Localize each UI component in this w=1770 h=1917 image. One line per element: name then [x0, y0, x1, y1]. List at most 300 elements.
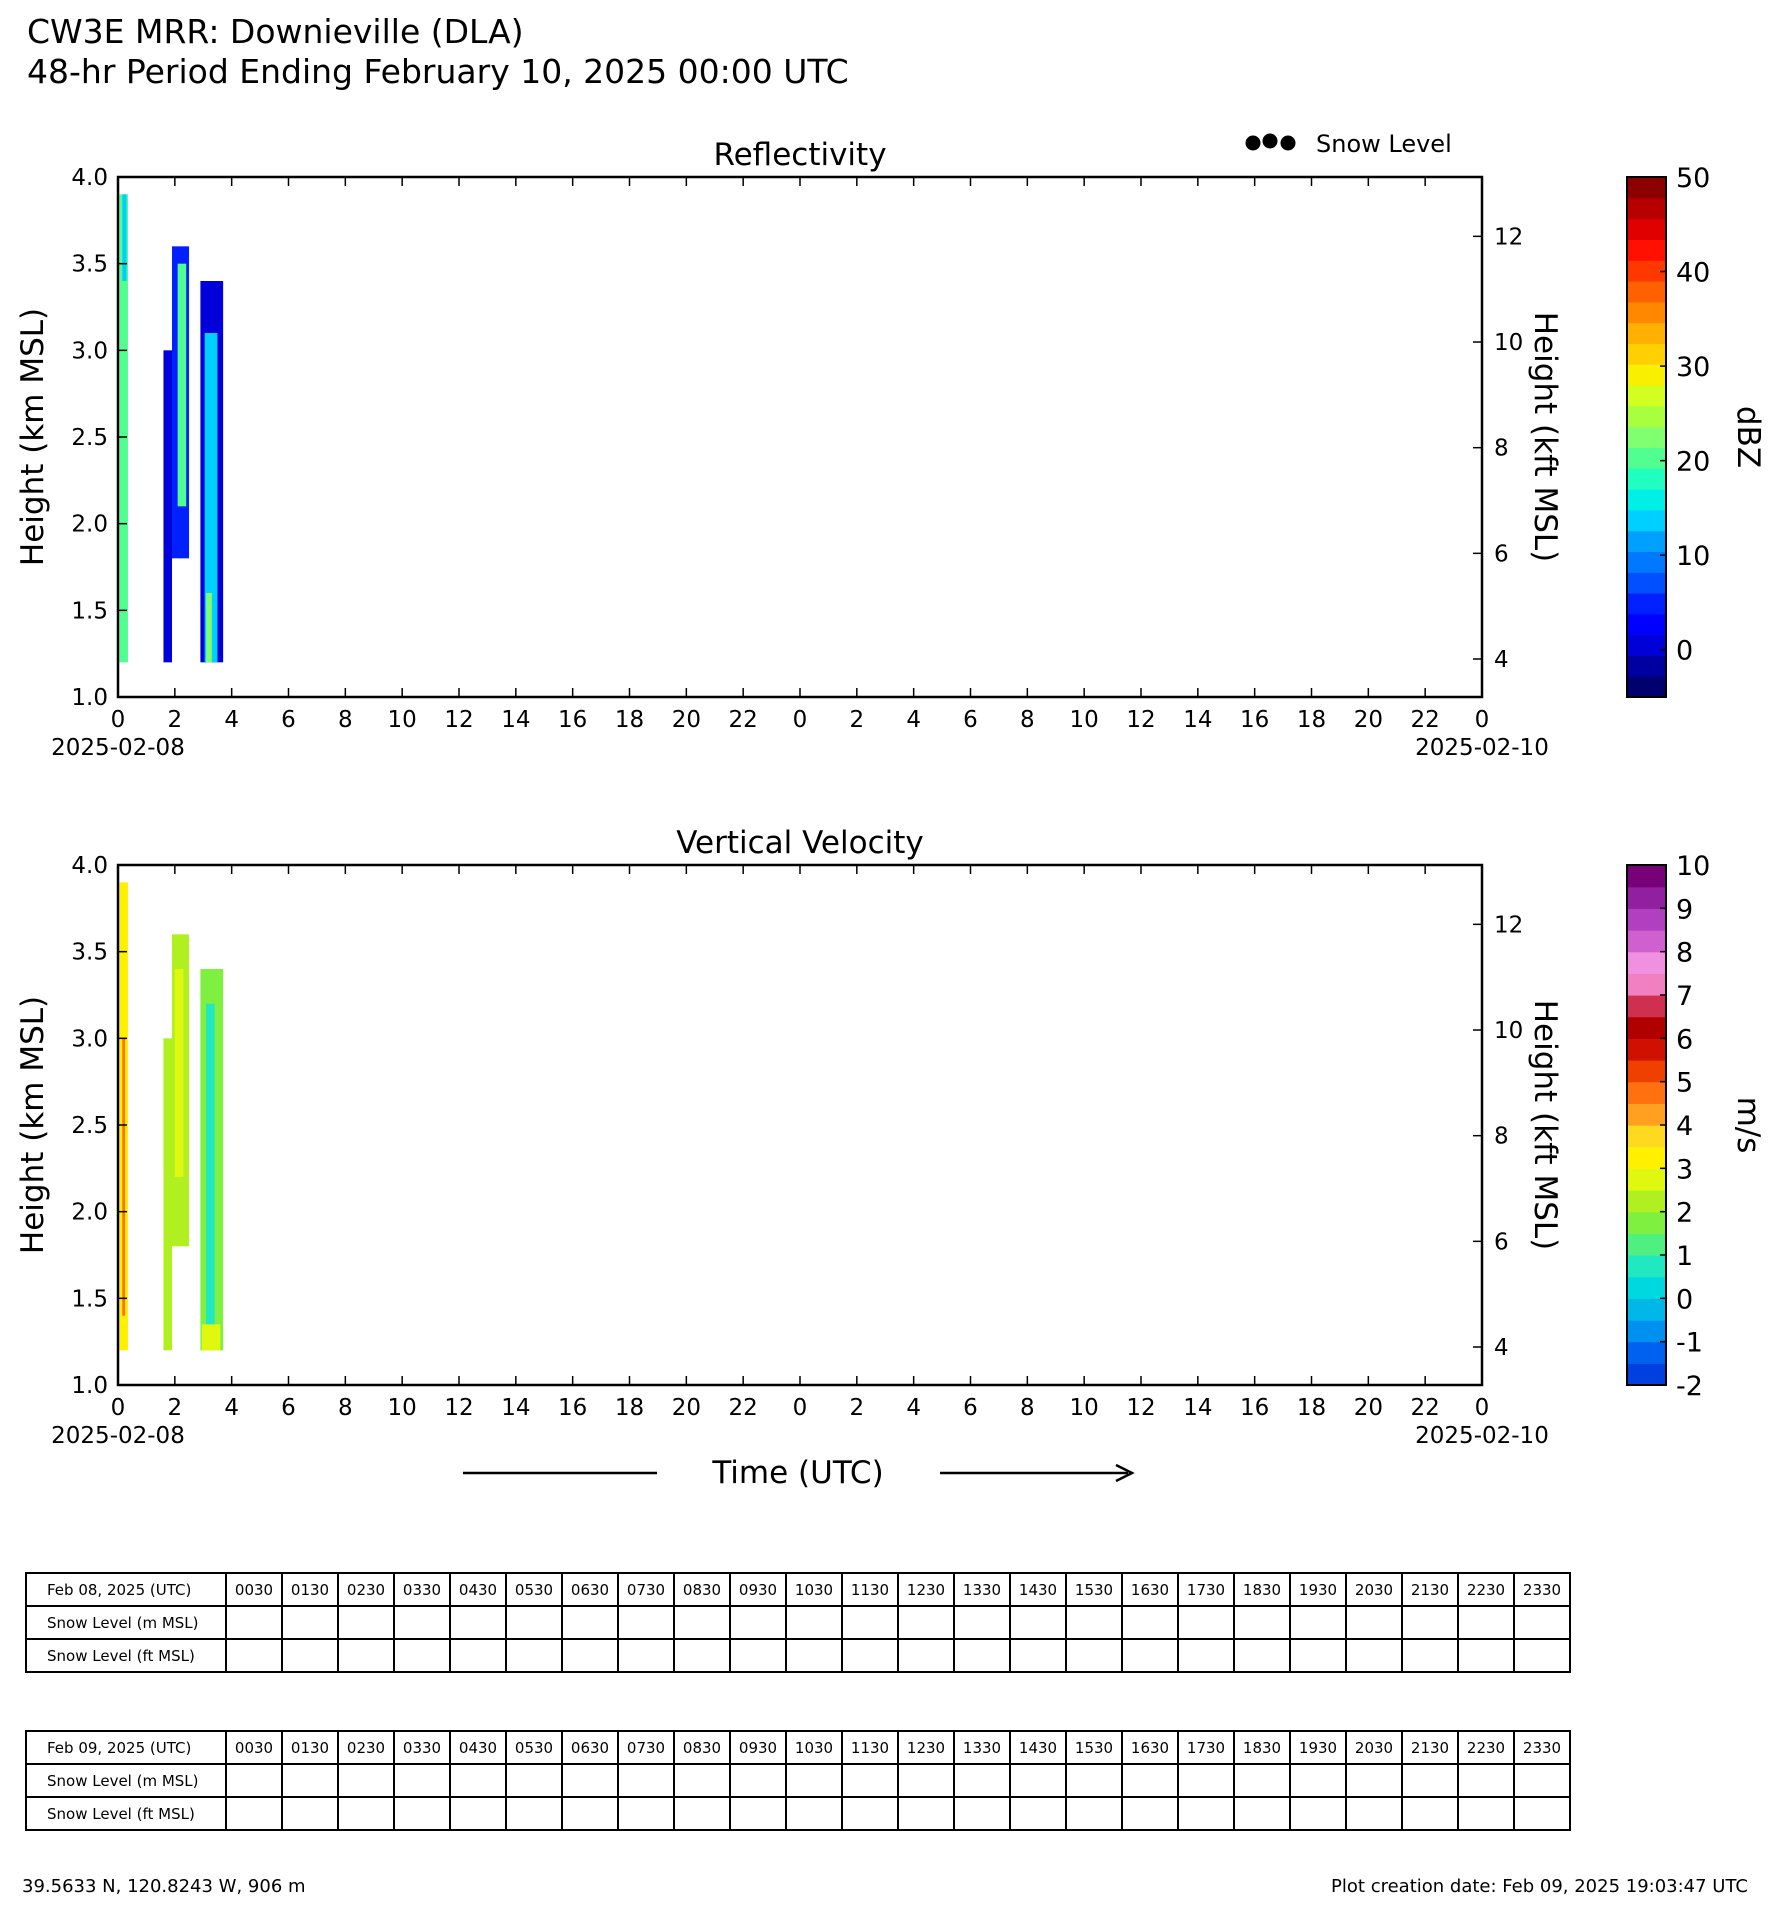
x-tick-label: 6 — [281, 1395, 296, 1421]
snow-level-cell — [1122, 1797, 1178, 1830]
snow-level-cell — [1402, 1639, 1458, 1672]
snow-level-cell — [1178, 1764, 1234, 1797]
snow-level-cell — [1458, 1606, 1514, 1639]
snow-level-cell — [226, 1764, 282, 1797]
x-tick-label: 12 — [1126, 707, 1156, 733]
x-tick-label: 4 — [224, 707, 239, 733]
snow-level-cell — [1066, 1606, 1122, 1639]
snow-level-cell — [730, 1764, 786, 1797]
snow-level-cell — [226, 1797, 282, 1830]
y-tick-label-right: 6 — [1494, 541, 1509, 568]
time-column-header: 0930 — [730, 1731, 786, 1764]
x-tick-label: 0 — [792, 1395, 808, 1421]
row-label: Snow Level (ft MSL) — [26, 1639, 226, 1672]
time-column-header: 1430 — [1010, 1573, 1066, 1606]
colorbar-segment — [1627, 531, 1666, 552]
snow-level-cell — [282, 1639, 338, 1672]
x-date-end: 2025-02-10 — [1415, 735, 1549, 761]
x-tick-label: 0 — [110, 1395, 126, 1421]
snow-level-cell — [1010, 1639, 1066, 1672]
snow-level-cell — [1290, 1639, 1346, 1672]
colorbar-tick-label: 1 — [1676, 1241, 1694, 1272]
colorbar-segment — [1627, 1168, 1666, 1190]
x-tick-label: 16 — [558, 707, 588, 733]
time-column-header: 1030 — [786, 1573, 842, 1606]
echo-patch — [206, 1004, 215, 1333]
snow-level-cell — [674, 1606, 730, 1639]
time-column-header: 0430 — [450, 1573, 506, 1606]
x-tick-label: 4 — [224, 1395, 239, 1421]
time-column-header: 0030 — [226, 1573, 282, 1606]
colorbar-segment — [1627, 468, 1666, 489]
table-row — [26, 1606, 1570, 1639]
colorbar-tick-label: 5 — [1676, 1067, 1694, 1099]
page-subtitle: 48-hr Period Ending February 10, 2025 00:00 UTC — [27, 52, 849, 91]
x-tick-label: 16 — [558, 1395, 588, 1421]
snow-level-cell — [1234, 1797, 1290, 1830]
snow-level-cell — [1178, 1639, 1234, 1672]
snow-level-cell — [562, 1797, 618, 1830]
time-column-header: 1230 — [898, 1573, 954, 1606]
x-tick-label: 12 — [1126, 1395, 1156, 1421]
time-column-header: 0330 — [394, 1731, 450, 1764]
colorbar-segment — [1627, 635, 1666, 656]
x-tick-label: 20 — [1353, 1395, 1383, 1421]
snow-level-cell — [842, 1606, 898, 1639]
colorbar-segment — [1627, 177, 1666, 198]
x-date-start: 2025-02-08 — [51, 735, 185, 761]
time-column-header: 0630 — [562, 1731, 618, 1764]
snow-level-cell — [1122, 1639, 1178, 1672]
snow-level-cell — [1010, 1606, 1066, 1639]
y-axis-label-right: Height (kft MSL) — [1527, 311, 1563, 563]
colorbar-segment — [1627, 489, 1666, 510]
x-tick-label: 20 — [671, 1395, 701, 1421]
row-label: Snow Level (m MSL) — [26, 1764, 226, 1797]
x-tick-label: 18 — [614, 707, 645, 733]
colorbar-segment — [1627, 281, 1666, 302]
snow-level-cell — [450, 1606, 506, 1639]
snow-level-cell — [282, 1764, 338, 1797]
colorbar-segment — [1627, 995, 1666, 1017]
echo-patch — [178, 264, 187, 507]
snow-level-cell — [1234, 1764, 1290, 1797]
colorbar-segment — [1627, 364, 1666, 385]
x-tick-label: 0 — [1474, 707, 1490, 733]
snow-level-cell — [506, 1639, 562, 1672]
x-tick-label: 6 — [281, 707, 296, 733]
y-tick-label: 3.0 — [71, 338, 108, 365]
snow-level-cell — [506, 1606, 562, 1639]
y-tick-label: 4.0 — [71, 165, 108, 191]
echo-patch — [163, 1038, 172, 1350]
colorbar-segment — [1627, 385, 1666, 406]
colorbar-segment — [1627, 952, 1666, 974]
chart-title: Reflectivity — [713, 137, 887, 173]
snow-level-cell — [1178, 1797, 1234, 1830]
colorbar-tick-label: -1 — [1676, 1327, 1703, 1359]
time-column-header: 0830 — [674, 1731, 730, 1764]
y-tick-label: 3.0 — [71, 1026, 108, 1053]
x-tick-label: 14 — [1183, 707, 1213, 733]
snow-level-cell — [786, 1797, 842, 1830]
snow-level-table-feb08 — [25, 1572, 1571, 1673]
x-tick-label: 22 — [728, 707, 758, 733]
colorbar-segment — [1627, 323, 1666, 344]
colorbar-tick-label: 2 — [1676, 1197, 1694, 1229]
snow-level-cell — [1290, 1606, 1346, 1639]
station-location: 39.5633 N, 120.8243 W, 906 m — [22, 1876, 306, 1897]
snow-level-cell — [394, 1606, 450, 1639]
snow-level-cell — [674, 1764, 730, 1797]
table-date-header: Feb 08, 2025 (UTC) — [26, 1573, 226, 1606]
snow-level-cell — [1010, 1764, 1066, 1797]
x-tick-label: 10 — [1069, 1395, 1099, 1421]
snow-level-cell — [1290, 1797, 1346, 1830]
snow-level-cell — [674, 1639, 730, 1672]
snow-level-cell — [1122, 1606, 1178, 1639]
snow-level-cell — [1402, 1797, 1458, 1830]
snow-level-cell — [338, 1764, 394, 1797]
snow-level-cell — [1346, 1764, 1402, 1797]
time-column-header: 1130 — [842, 1573, 898, 1606]
x-tick-label: 22 — [728, 1395, 758, 1421]
time-column-header: 2130 — [1402, 1573, 1458, 1606]
snow-level-cell — [1458, 1764, 1514, 1797]
snow-level-cell — [730, 1797, 786, 1830]
snow-level-marker — [1246, 136, 1261, 151]
plot-frame — [118, 865, 1482, 1385]
x-tick-label: 2 — [849, 707, 865, 733]
time-column-header: 2030 — [1346, 1573, 1402, 1606]
colorbar-tick-label: 8 — [1676, 937, 1694, 969]
colorbar-tick-label: 4 — [1676, 1111, 1694, 1142]
snow-level-cell — [786, 1639, 842, 1672]
snow-level-cell — [842, 1764, 898, 1797]
colorbar-tick-label: 9 — [1676, 894, 1694, 926]
colorbar-tick-label: -2 — [1676, 1371, 1703, 1402]
page-title: CW3E MRR: Downieville (DLA) — [27, 12, 524, 51]
time-column-header: 2330 — [1514, 1573, 1570, 1606]
colorbar-segment — [1627, 593, 1666, 614]
time-column-header: 2030 — [1346, 1731, 1402, 1764]
y-tick-label: 3.5 — [71, 251, 108, 278]
colorbar-segment — [1627, 973, 1666, 995]
legend-label: Snow Level — [1316, 130, 1452, 158]
snow-level-cell — [338, 1606, 394, 1639]
y-axis-label: Height (km MSL) — [15, 307, 51, 567]
echo-patch — [163, 350, 172, 662]
time-column-header: 0730 — [618, 1573, 674, 1606]
snow-level-cell — [226, 1606, 282, 1639]
colorbar-segment — [1627, 198, 1666, 219]
time-column-header: 1230 — [898, 1731, 954, 1764]
time-column-header: 1830 — [1234, 1573, 1290, 1606]
colorbar-tick-label: 3 — [1676, 1154, 1694, 1186]
snow-level-cell — [730, 1606, 786, 1639]
colorbar-tick-label: 0 — [1676, 1284, 1694, 1316]
snow-level-cell — [1066, 1639, 1122, 1672]
y-tick-label: 1.0 — [71, 1373, 108, 1399]
x-tick-label: 14 — [501, 707, 531, 733]
colorbar-segment — [1627, 930, 1666, 952]
x-tick-label: 8 — [338, 707, 353, 733]
colorbar-segment — [1627, 1320, 1666, 1342]
plot-frame — [118, 177, 1482, 697]
snow-level-cell — [338, 1639, 394, 1672]
snow-level-cell — [282, 1606, 338, 1639]
y-tick-label: 3.5 — [71, 939, 108, 966]
snow-level-cell — [450, 1797, 506, 1830]
colorbar-segment — [1627, 1212, 1666, 1234]
time-column-header: 1730 — [1178, 1573, 1234, 1606]
echo-patch — [175, 969, 184, 1177]
time-column-header: 0530 — [506, 1573, 562, 1606]
row-label: Snow Level (m MSL) — [26, 1606, 226, 1639]
snow-level-cell — [1402, 1606, 1458, 1639]
snow-level-cell — [562, 1639, 618, 1672]
colorbar-segment — [1627, 1190, 1666, 1212]
snow-level-table-feb09 — [25, 1730, 1571, 1831]
x-tick-label: 0 — [110, 707, 126, 733]
snow-level-marker — [1281, 136, 1296, 151]
colorbar-segment — [1627, 510, 1666, 531]
table-row — [26, 1639, 1570, 1672]
plot-creation-date: Plot creation date: Feb 09, 2025 19:03:47 UTC — [1331, 1876, 1748, 1897]
snow-level-cell — [1234, 1639, 1290, 1672]
y-tick-label: 2.5 — [71, 1113, 108, 1139]
snow-level-cell — [506, 1764, 562, 1797]
colorbar-tick-label: 50 — [1676, 163, 1711, 194]
snow-level-cell — [842, 1797, 898, 1830]
snow-level-cell — [898, 1606, 954, 1639]
y-tick-label: 1.0 — [71, 685, 108, 711]
colorbar-label: dBZ — [1730, 405, 1766, 469]
y-axis-label: Height (km MSL) — [15, 995, 51, 1255]
x-tick-label: 8 — [1020, 707, 1035, 733]
colorbar-segment — [1627, 1017, 1666, 1039]
x-axis-label: Time (UTC) — [712, 1455, 884, 1491]
snow-level-cell — [1514, 1764, 1570, 1797]
snow-level-cell — [842, 1639, 898, 1672]
y-tick-label-right: 10 — [1494, 330, 1524, 357]
snow-level-cell — [506, 1797, 562, 1830]
x-tick-label: 4 — [906, 707, 921, 733]
snow-level-cell — [338, 1797, 394, 1830]
colorbar-segment — [1627, 239, 1666, 260]
time-column-header: 1530 — [1066, 1731, 1122, 1764]
time-column-header: 1630 — [1122, 1731, 1178, 1764]
colorbar-segment — [1627, 1060, 1666, 1082]
echo-patch — [206, 593, 212, 662]
time-column-header: 0930 — [730, 1573, 786, 1606]
snow-level-cell — [226, 1639, 282, 1672]
snow-level-cell — [1458, 1639, 1514, 1672]
time-column-header: 1530 — [1066, 1573, 1122, 1606]
x-tick-label: 16 — [1240, 1395, 1270, 1421]
x-tick-label: 20 — [671, 707, 701, 733]
x-tick-label: 0 — [792, 707, 808, 733]
x-date-end: 2025-02-10 — [1415, 1423, 1549, 1449]
colorbar-segment — [1627, 1082, 1666, 1104]
y-tick-label-right: 12 — [1494, 912, 1524, 939]
x-tick-label: 22 — [1410, 1395, 1440, 1421]
colorbar-segment — [1627, 219, 1666, 240]
colorbar-segment — [1627, 1255, 1666, 1277]
y-tick-label-right: 8 — [1494, 1123, 1509, 1150]
colorbar-segment — [1627, 1125, 1666, 1147]
time-column-header: 2130 — [1402, 1731, 1458, 1764]
y-tick-label-right: 12 — [1494, 224, 1524, 251]
colorbar-label: m/s — [1730, 1096, 1766, 1154]
x-tick-label: 18 — [1296, 707, 1327, 733]
echo-patch — [122, 194, 126, 281]
colorbar-segment — [1627, 1233, 1666, 1255]
snow-level-cell — [1514, 1606, 1570, 1639]
y-tick-label: 2.5 — [71, 425, 108, 451]
time-column-header: 1630 — [1122, 1573, 1178, 1606]
snow-level-cell — [282, 1797, 338, 1830]
snow-level-cell — [954, 1639, 1010, 1672]
colorbar-tick-label: 40 — [1676, 257, 1711, 289]
snow-level-cell — [618, 1797, 674, 1830]
snow-level-cell — [954, 1797, 1010, 1830]
snow-level-cell — [1402, 1764, 1458, 1797]
snow-level-cell — [394, 1764, 450, 1797]
snow-level-cell — [1122, 1764, 1178, 1797]
time-column-header: 1030 — [786, 1731, 842, 1764]
colorbar-segment — [1627, 908, 1666, 930]
table-row — [26, 1797, 1570, 1830]
time-column-header: 1130 — [842, 1731, 898, 1764]
time-column-header: 2330 — [1514, 1731, 1570, 1764]
x-tick-label: 6 — [963, 707, 978, 733]
snow-level-cell — [1234, 1606, 1290, 1639]
x-tick-label: 10 — [387, 1395, 417, 1421]
colorbar-segment — [1627, 572, 1666, 593]
x-tick-label: 18 — [614, 1395, 645, 1421]
chart-panel-1 — [15, 130, 1766, 761]
x-tick-label: 22 — [1410, 707, 1440, 733]
colorbar-segment — [1627, 655, 1666, 676]
x-tick-label: 20 — [1353, 707, 1383, 733]
y-tick-label: 2.0 — [71, 511, 108, 538]
snow-level-cell — [1178, 1606, 1234, 1639]
time-column-header: 1930 — [1290, 1731, 1346, 1764]
snow-level-cell — [1290, 1764, 1346, 1797]
colorbar-segment — [1627, 1298, 1666, 1320]
time-column-header: 0730 — [618, 1731, 674, 1764]
time-column-header: 0130 — [282, 1573, 338, 1606]
x-tick-label: 8 — [338, 1395, 353, 1421]
chart-title: Vertical Velocity — [676, 825, 924, 861]
y-tick-label-right: 8 — [1494, 435, 1509, 462]
colorbar-tick-label: 7 — [1676, 981, 1694, 1012]
y-tick-label: 2.0 — [71, 1199, 108, 1226]
snow-level-cell — [1346, 1797, 1402, 1830]
snow-level-cell — [674, 1797, 730, 1830]
time-column-header: 0230 — [338, 1573, 394, 1606]
time-column-header: 0530 — [506, 1731, 562, 1764]
legend — [1246, 130, 1452, 158]
x-tick-label: 10 — [387, 707, 417, 733]
snow-level-cell — [562, 1606, 618, 1639]
echo-patch — [202, 1324, 220, 1350]
colorbar-segment — [1627, 1363, 1666, 1385]
y-tick-label: 1.5 — [71, 1286, 108, 1313]
colorbar-segment — [1627, 1103, 1666, 1125]
snow-level-cell — [618, 1606, 674, 1639]
time-column-header: 1430 — [1010, 1731, 1066, 1764]
snow-level-cell — [394, 1797, 450, 1830]
x-tick-label: 8 — [1020, 1395, 1035, 1421]
x-tick-label: 0 — [1474, 1395, 1490, 1421]
table-row — [26, 1731, 1570, 1764]
snow-level-cell — [954, 1606, 1010, 1639]
x-date-start: 2025-02-08 — [51, 1423, 185, 1449]
snow-level-cell — [1066, 1764, 1122, 1797]
snow-level-cell — [1010, 1797, 1066, 1830]
snow-level-cell — [1346, 1639, 1402, 1672]
x-tick-label: 12 — [444, 707, 474, 733]
x-tick-label: 2 — [167, 707, 183, 733]
colorbar — [1627, 851, 1766, 1402]
y-tick-label: 4.0 — [71, 853, 108, 879]
colorbar-segment — [1627, 302, 1666, 323]
table-row — [26, 1573, 1570, 1606]
snow-level-cell — [1514, 1639, 1570, 1672]
time-column-header: 2230 — [1458, 1731, 1514, 1764]
colorbar-segment — [1627, 406, 1666, 427]
row-label: Snow Level (ft MSL) — [26, 1797, 226, 1830]
snow-level-cell — [898, 1764, 954, 1797]
x-tick-label: 14 — [501, 1395, 531, 1421]
y-axis-label-right: Height (kft MSL) — [1527, 999, 1563, 1251]
time-column-header: 1830 — [1234, 1731, 1290, 1764]
colorbar-tick-label: 20 — [1676, 446, 1711, 478]
colorbar-segment — [1627, 1277, 1666, 1299]
table-row — [26, 1764, 1570, 1797]
colorbar-segment — [1627, 1038, 1666, 1060]
colorbar-segment — [1627, 343, 1666, 364]
snow-level-cell — [898, 1797, 954, 1830]
snow-level-marker — [1263, 134, 1278, 149]
time-column-header: 0030 — [226, 1731, 282, 1764]
time-column-header: 0830 — [674, 1573, 730, 1606]
time-column-header: 1330 — [954, 1731, 1010, 1764]
snow-level-cell — [618, 1764, 674, 1797]
x-tick-label: 2 — [167, 1395, 183, 1421]
y-tick-label-right: 10 — [1494, 1018, 1524, 1045]
snow-level-cell — [1346, 1606, 1402, 1639]
snow-level-cell — [562, 1764, 618, 1797]
colorbar-tick-label: 30 — [1676, 352, 1711, 384]
colorbar-tick-label: 6 — [1676, 1024, 1694, 1056]
time-column-header: 0430 — [450, 1731, 506, 1764]
y-tick-label: 1.5 — [71, 598, 108, 625]
snow-level-cell — [618, 1639, 674, 1672]
snow-level-cell — [450, 1764, 506, 1797]
x-tick-label: 16 — [1240, 707, 1270, 733]
colorbar-tick-label: 0 — [1676, 635, 1694, 667]
x-tick-label: 12 — [444, 1395, 474, 1421]
x-tick-label: 2 — [849, 1395, 865, 1421]
colorbar-segment — [1627, 427, 1666, 448]
time-column-header: 0230 — [338, 1731, 394, 1764]
snow-level-cell — [954, 1764, 1010, 1797]
colorbar-tick-label: 10 — [1676, 851, 1711, 882]
y-tick-label-right: 4 — [1494, 647, 1509, 674]
